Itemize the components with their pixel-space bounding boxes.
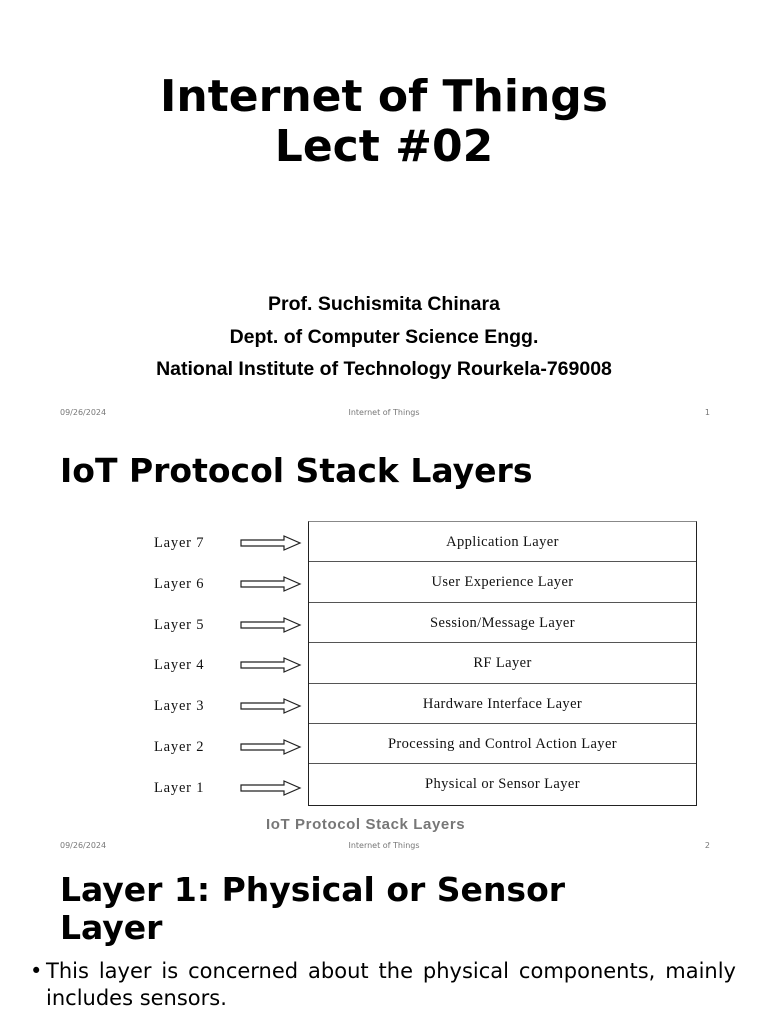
slide-3 [0,862,768,1024]
protocol-stack-diagram [148,518,704,838]
bullet-dot-icon: • [30,959,43,983]
arrow-icon [240,535,302,551]
footer-course: Internet of Things [348,841,420,850]
layer-label-6: Layer 6 [154,576,205,592]
stack-layer-6: User Experience Layer [309,562,696,602]
bullet-text: This layer is concerned about the physical components, mainly includes sensors. [46,959,736,1010]
stack-layer-3: Hardware Interface Layer [309,684,696,724]
footer-course: Internet of Things [348,408,420,417]
arrow-icon [240,739,302,755]
stack-layer-5: Session/Message Layer [309,603,696,643]
stack-layer-1: Physical or Sensor Layer [425,776,580,793]
arrow-icon [240,780,302,796]
layer-label-7: Layer 7 [154,535,205,551]
title-line-1: Internet of Things [160,71,608,122]
diagram-caption: IoT Protocol Stack Layers [266,816,466,833]
slide-1 [0,0,768,430]
arrow-icon [240,657,302,673]
slide-3-title-line-1: Layer 1: Physical or Sensor [60,870,566,909]
footer-page-number: 2 [704,841,710,850]
slide-2 [0,430,768,862]
arrow-icon [240,576,302,592]
author-institute: National Institute of Technology Rourkela-769008 [156,358,612,380]
layer-label-3: Layer 3 [154,698,205,714]
layer-label-4: Layer 4 [154,657,205,673]
slide-2-footer [0,841,768,853]
footer-date: 09/26/2024 [60,408,107,417]
slide-3-title [60,871,565,947]
stack-layer-2: Processing and Control Action Layer [309,724,696,764]
footer-date: 09/26/2024 [60,841,107,850]
stack-layer-7: Application Layer [309,522,696,562]
stack-layer-4: RF Layer [309,643,696,683]
arrow-icon [240,617,302,633]
slide-1-footer [0,408,768,420]
slide-2-title: IoT Protocol Stack Layers [60,451,533,490]
layer-label-2: Layer 2 [154,739,205,755]
author-name: Prof. Suchismita Chinara [268,293,500,315]
arrow-icon [240,698,302,714]
slide-3-title-line-2: Layer [60,908,163,947]
author-dept: Dept. of Computer Science Engg. [229,325,539,348]
title-line-2: Lect #02 [274,121,494,172]
author-block [0,288,768,386]
layer-stack [308,521,697,806]
slide-1-title [0,72,768,172]
bullet-item [30,958,736,1012]
layer-label-5: Layer 5 [154,617,205,633]
footer-page-number: 1 [704,408,710,417]
layer-label-1: Layer 1 [154,780,205,796]
